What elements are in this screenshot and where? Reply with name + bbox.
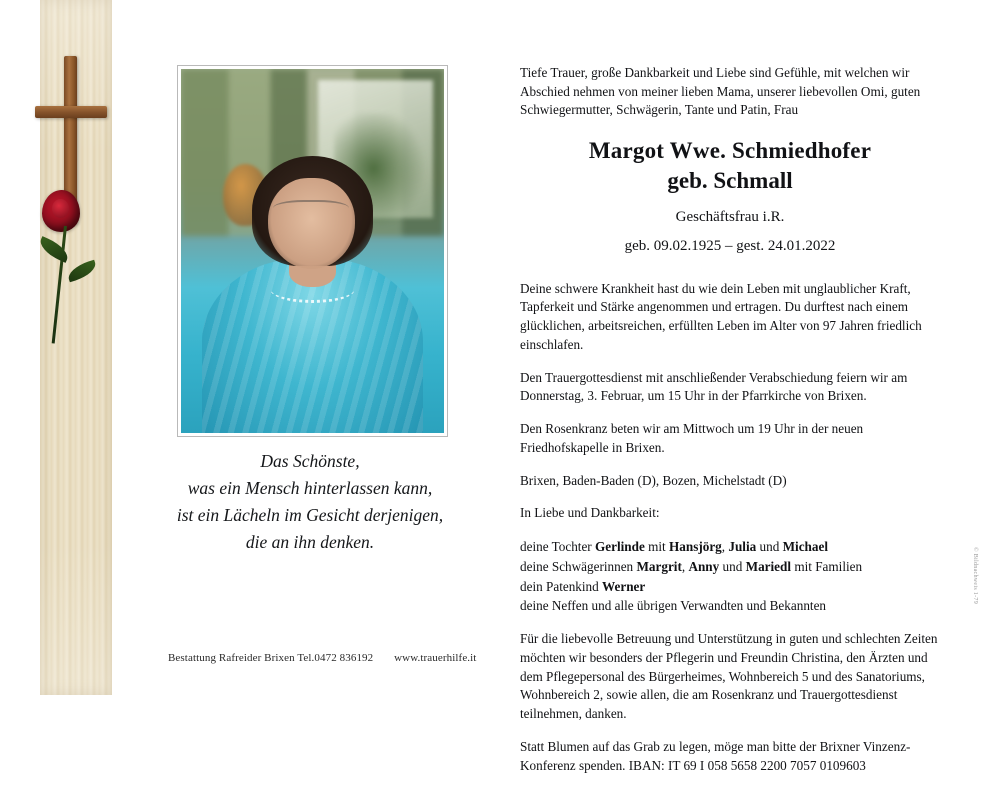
photo-glasses bbox=[273, 200, 349, 220]
family-name-werner: Werner bbox=[602, 578, 646, 594]
portrait-photo bbox=[178, 66, 447, 436]
photo-face bbox=[268, 178, 355, 269]
deceased-dates: geb. 09.02.1925 – gest. 24.01.2022 bbox=[624, 238, 836, 255]
family-line-others: deine Neffen und alle übrigen Verwandten und Bekannten bbox=[520, 598, 827, 614]
family-conn-2: , bbox=[721, 539, 729, 555]
family-conn-5: und bbox=[719, 558, 746, 574]
paragraph-thanks: Für die liebevolle Betreuung und Unterstützung in guten und schlechten Zeiten möchten wir besonders der Pflegerin und Freundin Christina, den Ärzten und dem Pflegepersonal des Bürgerheimes, Wohnbereich 5 und des Sanatoriums, Wohnbereich 2, sowie allen, die am Rosenkranz und Trauergottesdienst teilnehmen, danken. bbox=[520, 631, 938, 722]
family-name-gerlinde: Gerlinde bbox=[595, 539, 645, 555]
obituary-intro: Tiefe Trauer, große Dankbarkeit und Liebe sind Gefühle, mit welchen wir Abschied nehmen von meiner lieben Mama, unserer liebevollen Omi, guten Schwiegermutter, Schwägerin, Tante und Patin, Frau bbox=[520, 65, 921, 118]
rose-leaf bbox=[66, 260, 99, 283]
family-line-godchild bbox=[520, 577, 940, 597]
closing-lead: In Liebe und Dankbarkeit: bbox=[520, 505, 660, 521]
memorial-verse bbox=[140, 448, 480, 557]
paragraph-funeral-service: Den Trauergottesdienst mit anschließender Verabschiedung feiern wir am Donnerstag, 3. Februar, um 15 Uhr in der Pfarrkirche von Brixen. bbox=[520, 369, 908, 404]
deceased-maiden-name: geb. Schmall bbox=[667, 167, 793, 193]
rose-leaf bbox=[36, 236, 71, 263]
rose-icon bbox=[34, 190, 114, 350]
verse-line-4: die an ihn denken. bbox=[245, 532, 375, 553]
family-conn-4: , bbox=[681, 558, 689, 574]
family-sisters-prefix: deine Schwägerinnen bbox=[520, 558, 637, 574]
family-godchild-prefix: dein Patenkind bbox=[520, 578, 603, 594]
deceased-name-block bbox=[520, 136, 940, 195]
family-line-daughter bbox=[520, 537, 940, 557]
family-conn-3: und bbox=[756, 539, 783, 555]
places-line: Brixen, Baden-Baden (D), Bozen, Michelstadt (D) bbox=[520, 472, 787, 488]
family-name-anny: Anny bbox=[688, 558, 720, 574]
family-daughter-prefix: deine Tochter bbox=[520, 539, 595, 555]
side-credit: © Bildnachweis 1-79 bbox=[972, 547, 978, 604]
family-name-margrit: Margrit bbox=[636, 558, 682, 574]
family-list bbox=[520, 537, 940, 616]
family-name-julia: Julia bbox=[728, 539, 757, 555]
photo-pearl-necklace bbox=[270, 275, 354, 303]
family-name-michael: Michael bbox=[782, 539, 829, 555]
rose-bloom bbox=[42, 190, 80, 232]
family-name-mariedl: Mariedl bbox=[745, 558, 792, 574]
website-link[interactable]: www.trauerhilfe.it bbox=[394, 652, 477, 664]
obituary-text-column bbox=[520, 64, 940, 789]
family-sisters-suffix: mit Familien bbox=[791, 558, 863, 574]
verse-line-2: was ein Mensch hinterlassen kann, bbox=[187, 478, 433, 499]
paragraph-illness: Deine schwere Krankheit hast du wie dein Leben mit unglaublicher Kraft, Tapferkeit und Stärke angenommen und ertragen. Du durftest nach einem glücklichen, arbeitsreichen, erfüllten Leben im Alter von 97 Jahren friedlich einschlafen. bbox=[520, 280, 922, 352]
deceased-profession: Geschäftsfrau i.R. bbox=[675, 209, 785, 226]
family-conn-1: mit bbox=[644, 539, 670, 555]
verse-line-1: Das Schönste, bbox=[260, 451, 360, 471]
deceased-name: Margot Wwe. Schmiedhofer bbox=[588, 138, 872, 164]
paragraph-rosary: Den Rosenkranz beten wir am Mittwoch um 19 Uhr in der neuen Friedhofskapelle in Brixen. bbox=[520, 421, 864, 455]
family-line-sisters-in-law bbox=[520, 557, 940, 577]
footer bbox=[168, 652, 528, 664]
family-name-hansjoerg: Hansjörg bbox=[669, 539, 722, 555]
cross-icon-crossbar bbox=[35, 106, 107, 118]
funeral-agency-text: Bestattung Rafreider Brixen Tel.0472 836192 bbox=[168, 652, 374, 664]
verse-line-3: ist ein Lächeln im Gesicht derjenigen, bbox=[176, 505, 444, 526]
portrait-image bbox=[181, 69, 444, 433]
paragraph-donation: Statt Blumen auf das Grab zu legen, möge man bitte der Brixner Vinzenz-Konferenz spenden. IBAN: IT 69 I 058 5658 2200 7057 0109603 bbox=[520, 738, 911, 773]
